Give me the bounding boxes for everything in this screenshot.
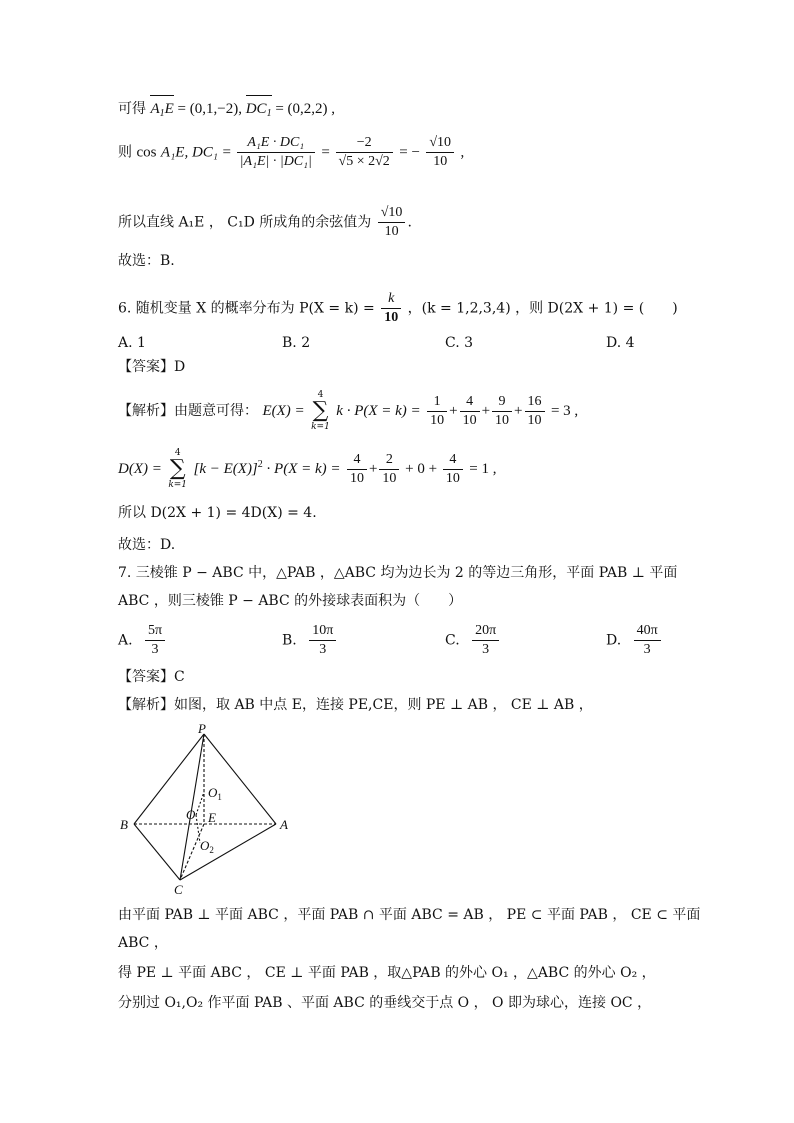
text-prefix: 可得 [118,101,146,117]
vector-dc1: $DC_1$ [246,98,272,125]
cos-arguments: A₁E, DC₁ [160,144,218,161]
q7-option-c: C. $\frac{20\pi}{3}$ [445,622,501,659]
variance-result: 所以 D(2X + 1) = 4D(X) = 4. [118,505,317,521]
vector-result-line [118,98,335,125]
label-o2: $O_2$ [200,838,214,855]
edge-ac [180,824,276,880]
cos-fraction-3: $\frac{√10}{10}$ [426,134,454,171]
q6-option-a: A. 1 [118,335,146,351]
q7-option-d: D. $\frac{40\pi}{3}$ [606,622,663,659]
cosine-value-fraction: $\frac{√10}{10}$ [378,204,406,241]
q7-solution-line-2: ABC ， [118,935,168,951]
q7-option-b: B. $\frac{10\pi}{3}$ [282,622,338,659]
variance-line: D(X) = 4 ∑ k=1 $[k - E(X)]^2 \cdot P(X = k)$ = $\frac{4}{10}$ + $\frac{2}{10}$ + 0 + $\frac{4}{10}$ = 1 , [118,448,497,490]
cosine-conclusion-line: 所以直线 A₁E ， C₁D 所成角的余弦值为 $\frac{√10}{10}$ . [118,205,412,239]
answer-choice-line: 故选：B. [118,253,175,269]
q7-option-a: A. $\frac{5\pi}{3}$ [118,622,167,659]
q7-answer: 【答案】C [118,669,185,685]
conclusion-text: 所以直线 A₁E ， C₁D 所成角的余弦值为 [118,214,372,231]
vector-a1e-value: = (0,1,−2), [173,101,246,117]
vector-dc1-value: = (0,2,2) , [271,101,336,117]
question-7-stem-2: ABC ，则三棱锥 P − ABC 的外接球表面积为（ ） [118,593,463,609]
q6-answer: 【答案】D [118,359,186,375]
q7-solution-intro: 【解析】如图，取 AB 中点 E，连接 PE,CE，则 PE ⊥ AB ， CE ⊥ AB ， [118,697,593,713]
question-6-stem: 6. 随机变量 X 的概率分布为 P(X = k) = $\frac{k}{10}$ ，(k = 1,2,3,4) ，则 D(2X + 1) = ( ) [118,291,678,325]
cos-label: cos [136,144,157,161]
sum-symbol: 4 ∑ k=1 [168,448,188,490]
expectation-line: 【解析】由题意可得： E(X) = 4 ∑ k=1 k · P(X = k) = $\frac{1}{10}$ + $\frac{4}{10}$ + $\frac{9}{10}$ + $\frac{16}{10}$ = 3 , [118,390,579,432]
edge-bc [134,824,180,880]
probability-fraction: $\frac{k}{10}$ [381,290,401,327]
label-o: O [186,807,196,822]
sum-symbol: 4 ∑ k=1 [311,390,330,432]
q6-choice: 故选：D. [118,537,176,553]
segment-oo1 [196,792,204,815]
label-p: P [198,722,206,736]
q7-solution-line-4: 分别过 O₁,O₂ 作平面 PAB 、平面 ABC 的垂线交于点 O ， O 即为球心，连接 OC ， [118,995,652,1011]
q6-option-d: D. 4 [606,335,635,351]
q7-solution-line-1: 由平面 PAB ⊥ 平面 ABC ，平面 PAB ∩ 平面 ABC = AB ， PE ⊂ 平面 PAB ， CE ⊂ 平面 [118,907,701,923]
vector-a1e: $A_1E$ [150,98,173,125]
label-c: C [174,882,183,897]
q7-solution-line-3: 得 PE ⊥ 平面 ABC ， CE ⊥ 平面 PAB ，取△PAB 的外心 O₁ ，△ABC 的外心 O₂ ， [118,965,656,981]
label-o1: $O_1$ [208,785,222,802]
cos-fraction-1: $\frac{\text{A₁E · DC₁}}{\text{|A₁E| · |DC₁|}}$ [237,134,315,171]
text-prefix: 则 [118,144,132,161]
q6-option-c: C. 3 [445,335,474,351]
question-7-stem-1: 7. 三棱锥 P − ABC 中，△PAB ，△ABC 均为边长为 2 的等边三角形，平面 PAB ⊥ 平面 [118,565,678,581]
cos-fraction-2: $\frac{-2}{√5 \times 2√2}$ [336,134,393,171]
q6-option-b: B. 2 [282,335,311,351]
label-e: E [208,810,216,825]
label-a: A [280,817,288,832]
label-b: B [120,817,128,832]
cosine-formula-line: 则 cos A₁E, DC₁ = $\frac{\text{A₁E · DC₁}}{\text{|A₁E| · |DC₁|}}$ = $\frac{-2}{√5 \times 2√2}$ = − $\frac{√10}{10}$ , [118,135,465,169]
pyramid-figure [118,722,298,897]
